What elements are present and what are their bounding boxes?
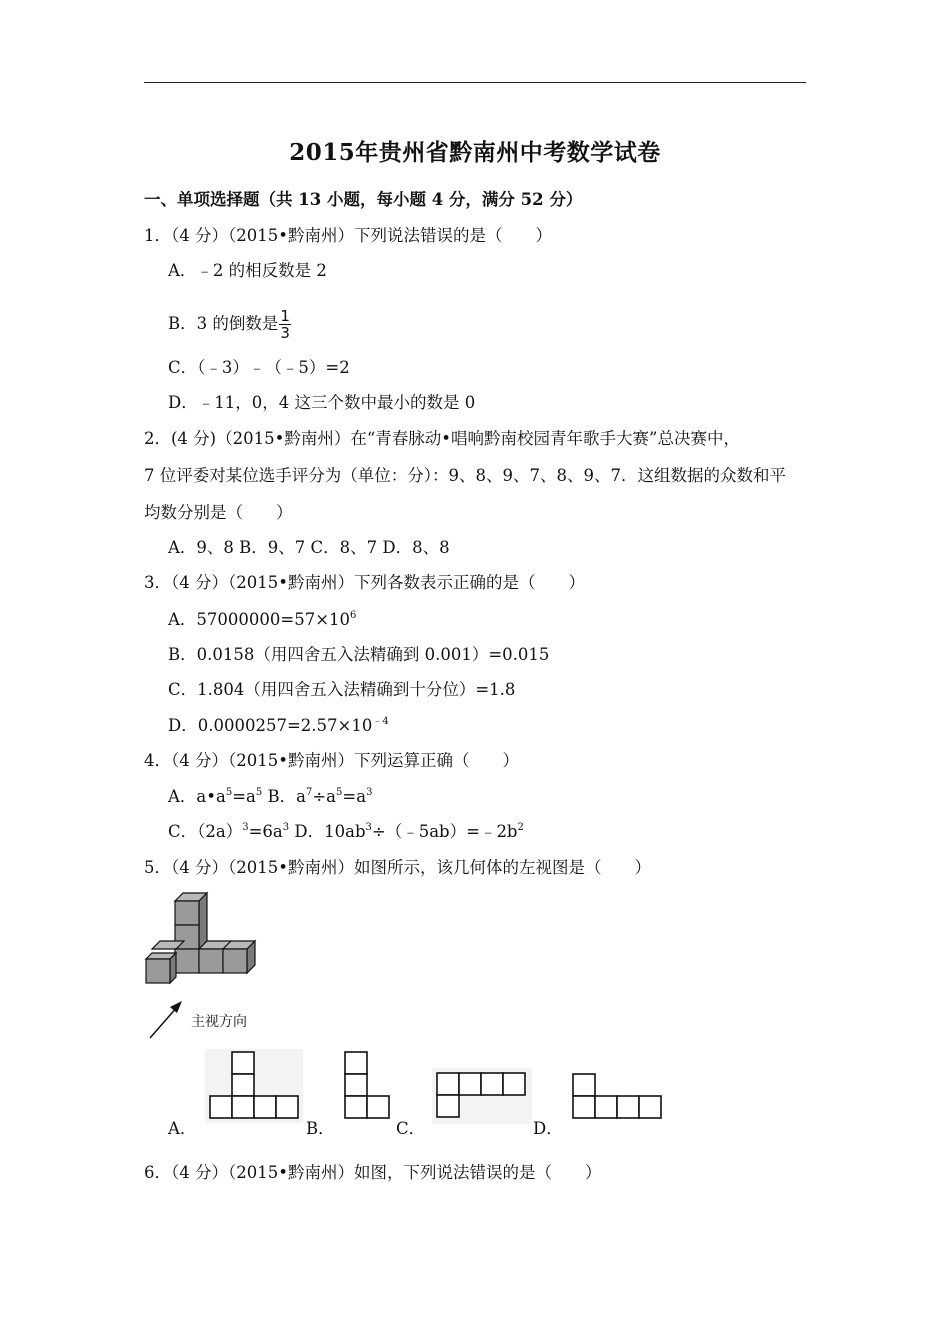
view-square [573,1096,595,1118]
q4-a-exp: 5 [255,787,263,798]
q4-b-exp: 7 [305,787,313,798]
q4-b-part: ÷a [312,787,337,806]
view-square [232,1074,254,1096]
q4-d-exp: 3 [365,822,372,833]
q4-d-exp: 2 [517,822,524,833]
q1-option-c: C．（﹣3）﹣（﹣5）=2 [168,358,350,377]
q4-options-cd [168,821,524,843]
q4-b-part: B．a [262,787,306,806]
q4-b-part: =a [342,787,367,806]
q3-option-c: C．1.804（用四舍五入法精确到十分位）=1.8 [168,680,516,699]
q4-c-exp: 3 [242,822,249,833]
view-square [573,1074,595,1096]
q4-b-exp: 3 [366,787,373,798]
cube-face [223,949,247,973]
q4-a-exp: 5 [225,787,233,798]
view-square [367,1096,389,1118]
q3-option-a-base: A．57000000=57×10 [168,610,351,629]
q3-option-a-exp: 6 [350,610,357,621]
q2-line-2: 7 位评委对某位选手评分为（单位：分）：9、8、9、7、8、9、7．这组数据的众数和平 [144,466,786,485]
q5-option-c-view [432,1068,532,1124]
cube-solid-figure [140,888,270,988]
view-square [276,1096,298,1118]
q5-option-d-label: D． [533,1119,563,1138]
cube-face [199,949,223,973]
q2-options: A．9、8 B．9、7 C．8、7 D．8、8 [168,538,450,557]
q2-line-1: 2．(4 分)（2015•黔南州）在“青春脉动•唱响黔南校园青年歌手大赛”总决赛中， [144,429,740,448]
q3-option-d-base: D．0.0000257=2.57×10 [168,716,373,735]
cube-face [146,959,170,983]
q5-option-b-view [340,1049,394,1123]
q4-a-part: A．a•a [168,787,226,806]
q4-c-part: C．（2a） [168,822,243,841]
arrow-up-right-icon [146,998,186,1040]
q1-option-a: A．﹣2 的相反数是 2 [168,261,327,280]
view-square [503,1073,525,1095]
q1-stem: 1．（4 分）（2015•黔南州）下列说法错误的是（ ） [144,226,552,245]
view-square [345,1074,367,1096]
fraction-numerator: 1 [280,307,290,325]
view-direction-label: 主视方向 [191,1014,247,1030]
q5-stem: 5．（4 分）（2015•黔南州）如图所示，该几何体的左视图是（ ） [144,858,651,877]
q5-option-a-view [205,1049,303,1123]
q1-option-b-text: B．3 的倒数是 [168,314,279,333]
view-square [481,1073,503,1095]
fraction-denominator: 3 [280,324,290,342]
section-heading: 一、单项选择题（共 13 小题，每小题 4 分，满分 52 分） [144,190,583,209]
q1-option-b [168,308,291,341]
view-square [210,1096,232,1118]
view-square [459,1073,481,1095]
q4-stem: 4．（4 分）（2015•黔南州）下列运算正确（ ） [144,751,519,770]
q6-stem: 6．（4 分）（2015•黔南州）如图，下列说法错误的是（ ） [144,1163,602,1182]
q4-a-part: =a [232,787,256,806]
view-square [595,1096,617,1118]
q4-d-part: D．10ab [289,822,366,841]
q3-option-a [168,609,356,631]
view-square [232,1052,254,1074]
page-title: 2015年贵州省黔南州中考数学试卷 [289,139,661,166]
cube-face [199,893,207,949]
cube-face [170,953,176,983]
q4-options-ab [168,786,372,808]
view-square [437,1095,459,1117]
q4-b-exp: 5 [336,787,343,798]
cube-face [175,949,199,973]
header-rule [144,82,806,83]
cube-face [175,901,199,925]
q3-option-d-exp: ﹣4 [372,716,389,727]
q4-c-exp: 3 [282,822,290,833]
view-square [345,1052,367,1074]
q2-line-3: 均数分别是（ ） [144,503,293,522]
view-square [232,1096,254,1118]
q3-option-d [168,715,389,737]
q5-option-c-label: C． [396,1119,426,1138]
view-square [437,1073,459,1095]
view-square [345,1096,367,1118]
view-square [639,1096,661,1118]
q4-c-part: =6a [248,822,283,841]
q5-option-a-label: A． [168,1119,197,1138]
q5-option-d-view [568,1069,668,1125]
view-square [617,1096,639,1118]
fraction-one-third [279,308,291,341]
q3-option-b: B．0.0158（用四舍五入法精确到 0.001）=0.015 [168,645,550,664]
q3-stem: 3．（4 分）（2015•黔南州）下列各数表示正确的是（ ） [144,573,585,592]
q1-option-d: D．﹣11，0，4 这三个数中最小的数是 0 [168,393,476,412]
view-square [254,1096,276,1118]
q4-d-part: ÷（﹣5ab）=﹣2b [371,822,518,841]
q5-option-b-label: B． [306,1119,335,1138]
